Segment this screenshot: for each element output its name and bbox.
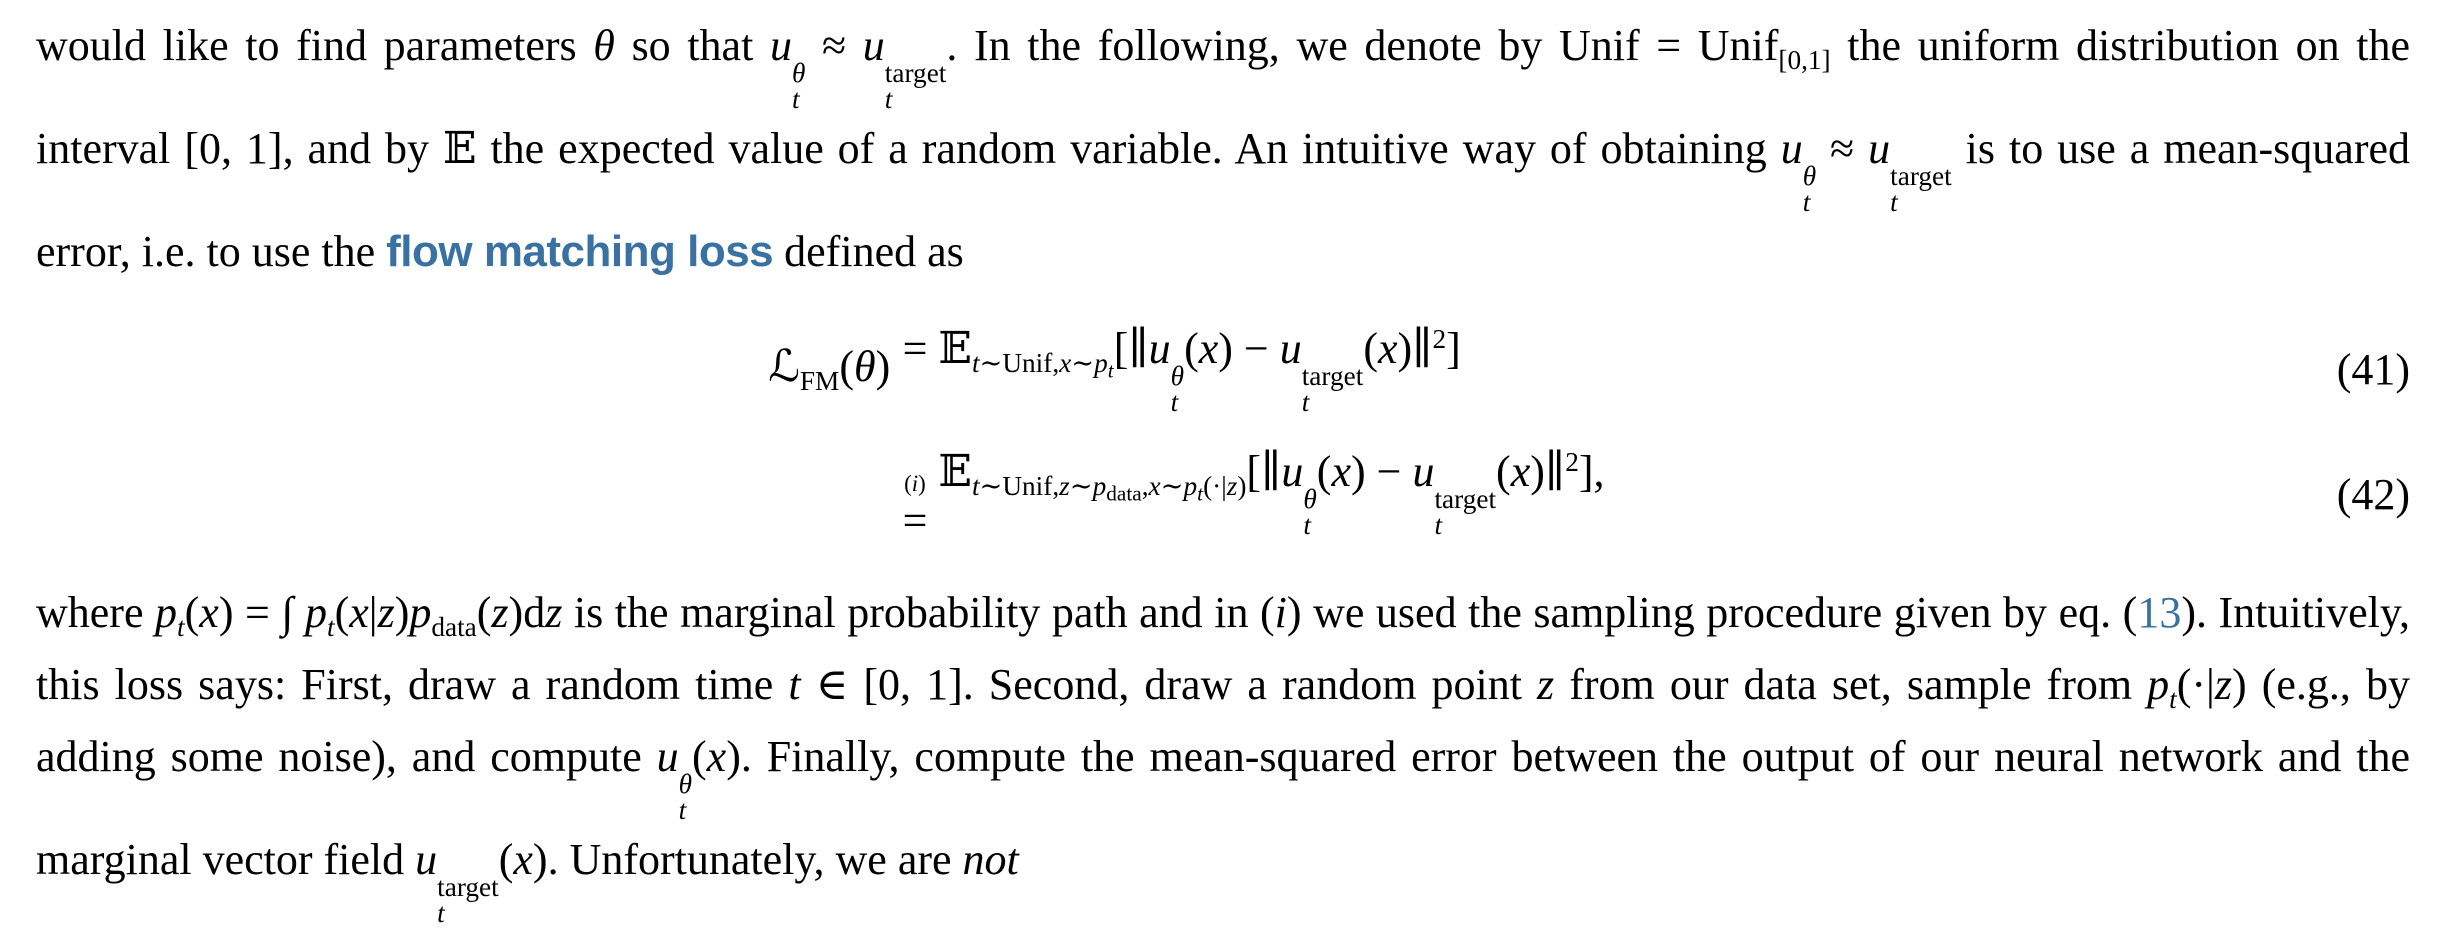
text-run: data — [1106, 481, 1142, 506]
math-var: t — [326, 611, 335, 642]
text-run: ∼ — [1069, 470, 1093, 501]
text-run: target — [884, 58, 947, 88]
text-run: [0,1] — [1778, 45, 1831, 75]
text-run: [∥ — [1113, 323, 1149, 373]
text-run: (·| — [2176, 659, 2215, 709]
text-run: ℒ — [768, 342, 800, 392]
text-run: so that — [614, 21, 770, 70]
text-run: ( — [334, 587, 350, 637]
text-run: ∼Unif, — [979, 470, 1060, 501]
math-var: p — [2147, 659, 2170, 709]
text-run: , — [1141, 470, 1149, 501]
text-run: is the marginal probability path and in ( — [562, 587, 1275, 637]
math-supsub — [1170, 360, 1185, 417]
text-run: [∥ — [1246, 446, 1282, 496]
math-var: p — [1094, 347, 1108, 378]
math-var: not — [962, 834, 1019, 884]
text-run: ∼ — [1071, 347, 1095, 378]
text-run: ). Finally, compute the mean-squared error between the output of our neural network and the marginal vector field — [36, 731, 2411, 884]
math-var: z — [1059, 470, 1070, 501]
math-var: x — [513, 834, 533, 884]
math-supsub — [1303, 483, 1317, 540]
text-run: from our data set, sample from — [1554, 659, 2148, 709]
math-var: x — [706, 731, 727, 781]
text-run: ) = ∫ — [218, 587, 305, 637]
math-var: t — [1303, 509, 1311, 540]
text-run: ) − — [1350, 446, 1413, 496]
text-run: ) (e.g., by adding some noise), and compute — [36, 659, 2410, 781]
text-run — [2169, 684, 2177, 714]
math-var: t — [2169, 683, 2177, 714]
text-run: defined as — [773, 226, 964, 276]
math-var: t — [971, 347, 980, 378]
math-supsub — [437, 871, 499, 928]
text-run — [927, 447, 938, 496]
math-var: t — [884, 83, 893, 114]
text-run: FM — [799, 366, 840, 397]
math-var: p — [1183, 470, 1198, 501]
math-var: u — [415, 834, 438, 884]
math-var: θ — [1802, 160, 1817, 191]
math-var: i — [1274, 587, 1287, 637]
math-var: x — [199, 587, 219, 637]
equation-42-number: (42) — [2336, 469, 2410, 519]
text-run: ( — [1184, 323, 1199, 373]
text-run: | — [368, 587, 378, 637]
text-run — [971, 347, 1114, 383]
text-run: target — [1301, 360, 1364, 391]
math-var: x — [1148, 470, 1161, 501]
math-supsub — [1434, 483, 1497, 540]
math-var: t — [971, 470, 980, 501]
text-run — [971, 470, 1247, 506]
math-var: t — [1890, 186, 1898, 217]
text-run — [1778, 45, 1830, 75]
text-run: ( — [184, 587, 200, 637]
math-var: θ — [593, 21, 615, 70]
math-var: t — [1197, 481, 1204, 506]
math-supsub — [1890, 160, 1952, 217]
text-run: is to use a mean-squared error, i.e. to use the — [36, 123, 2411, 276]
math-var: u — [862, 21, 885, 70]
math-var: x — [1198, 323, 1219, 373]
math-var: x — [1059, 347, 1072, 378]
text-run: target — [437, 871, 499, 902]
text-run: 𝔼 — [938, 323, 972, 373]
text-run: (·| — [1203, 470, 1227, 501]
math-var: t — [1107, 358, 1114, 383]
math-supsub — [884, 58, 947, 114]
text-run — [177, 612, 185, 642]
text-run — [800, 366, 839, 396]
equation-42-rhs — [903, 446, 1605, 543]
text-run: ) — [394, 587, 410, 637]
text-run: . In the following, we denote by Unif = Unif — [946, 21, 1779, 70]
text-run: 2 — [1432, 323, 1447, 354]
math-var: t — [791, 83, 800, 114]
text-run: ≈ — [1816, 123, 1869, 173]
flow-matching-loss-term: flow matching loss — [386, 226, 774, 276]
math-var: t — [437, 897, 445, 928]
paragraph-explanation — [36, 577, 2410, 927]
text-run: ). Unfortunately, we are — [532, 834, 963, 884]
text-run: data — [431, 611, 477, 642]
math-var: u — [769, 21, 792, 70]
text-run: ] — [1446, 323, 1461, 373]
math-var: u — [1148, 323, 1171, 373]
text-run: ∼ — [1160, 470, 1184, 501]
text-run: ) − — [1218, 323, 1280, 373]
equation-block — [36, 323, 2410, 543]
math-var: u — [1279, 323, 1302, 373]
text-run: would like to find parameters — [36, 21, 594, 70]
text-run: 2 — [1565, 446, 1579, 477]
math-var: x — [1510, 446, 1531, 496]
text-run: target — [1434, 483, 1497, 514]
math-var: t — [788, 659, 801, 709]
math-var: t — [1434, 509, 1443, 540]
math-var: u — [1780, 123, 1803, 173]
math-var: p — [304, 587, 327, 637]
text-run: ( — [839, 342, 854, 392]
text-run — [1106, 481, 1141, 505]
math-var: t — [1301, 386, 1310, 417]
text-run: ) — [1237, 470, 1247, 501]
math-var: θ — [853, 342, 876, 392]
text-run: ) — [875, 342, 891, 392]
math-var: t — [1802, 186, 1811, 217]
text-run: ], — [1578, 446, 1605, 496]
text-run: where — [36, 587, 156, 637]
math-overset — [902, 470, 928, 545]
paragraph-intro — [36, 10, 2410, 287]
math-var: z — [1226, 470, 1238, 501]
math-var: z — [545, 587, 563, 637]
text-run: ( — [1496, 446, 1511, 496]
text-run — [1565, 447, 1579, 477]
math-var: u — [656, 731, 679, 781]
math-var: z — [491, 587, 509, 637]
math-var: p — [409, 587, 432, 637]
text-run: ∈ [0, 1]. Second, draw a random point — [800, 659, 1538, 709]
text-run: ( — [1316, 446, 1332, 496]
text-run: ( — [1363, 323, 1378, 373]
math-var: p — [1092, 470, 1107, 501]
equation-41-number: (41) — [2336, 344, 2410, 394]
text-run — [431, 612, 476, 642]
math-var: u — [1412, 446, 1435, 496]
math-var: u — [1281, 446, 1304, 496]
text-run: the uniform distribution on the interval [0, 1], and by 𝔼 the expected value of a random variable. An intuitive way of obtaining — [36, 21, 2410, 173]
math-var: x — [1377, 323, 1398, 373]
math-var: z — [377, 587, 395, 637]
math-supsub — [791, 58, 806, 114]
math-var: θ — [678, 768, 693, 799]
math-var: i — [911, 470, 919, 496]
text-run: ( — [904, 470, 912, 496]
math-var: x — [1331, 446, 1351, 496]
math-supsub — [1802, 160, 1817, 217]
text-run: )d — [508, 587, 546, 637]
text-run: = — [902, 323, 939, 373]
text-run: ( — [476, 587, 492, 637]
equation-ref-link[interactable]: 13 — [2137, 587, 2182, 637]
math-var: θ — [1303, 483, 1317, 514]
text-run: ) — [918, 470, 926, 496]
math-var: x — [349, 587, 369, 637]
math-var: t — [678, 794, 687, 825]
math-var: θ — [791, 58, 806, 88]
math-var: z — [2214, 659, 2232, 709]
text-run: target — [1890, 160, 1952, 191]
text-run: ≈ — [805, 21, 863, 70]
equation-41-lhs — [768, 341, 902, 397]
math-var: z — [1537, 659, 1555, 709]
math-var: θ — [1170, 360, 1185, 391]
equation-41-rhs — [903, 323, 1461, 416]
math-var: p — [155, 587, 178, 637]
math-var: u — [1868, 123, 1891, 173]
text-run: ). Intuitively, this loss says: First, draw a random time — [36, 587, 2410, 709]
math-supsub — [678, 768, 693, 825]
text-run: 𝔼 — [938, 446, 972, 496]
math-var: t — [177, 611, 185, 642]
text-run: ) we used the sampling procedure given by eq. ( — [1286, 587, 2138, 637]
text-run: ( — [692, 731, 707, 781]
text-run: ( — [498, 834, 514, 884]
text-run: = — [902, 495, 928, 545]
text-run — [1432, 324, 1446, 354]
text-run — [327, 612, 335, 642]
text-run: )∥ — [1530, 446, 1566, 496]
text-run: ∼Unif, — [979, 347, 1060, 378]
math-var: t — [1170, 386, 1179, 417]
math-supsub — [1301, 360, 1364, 417]
text-run: )∥ — [1397, 323, 1433, 373]
